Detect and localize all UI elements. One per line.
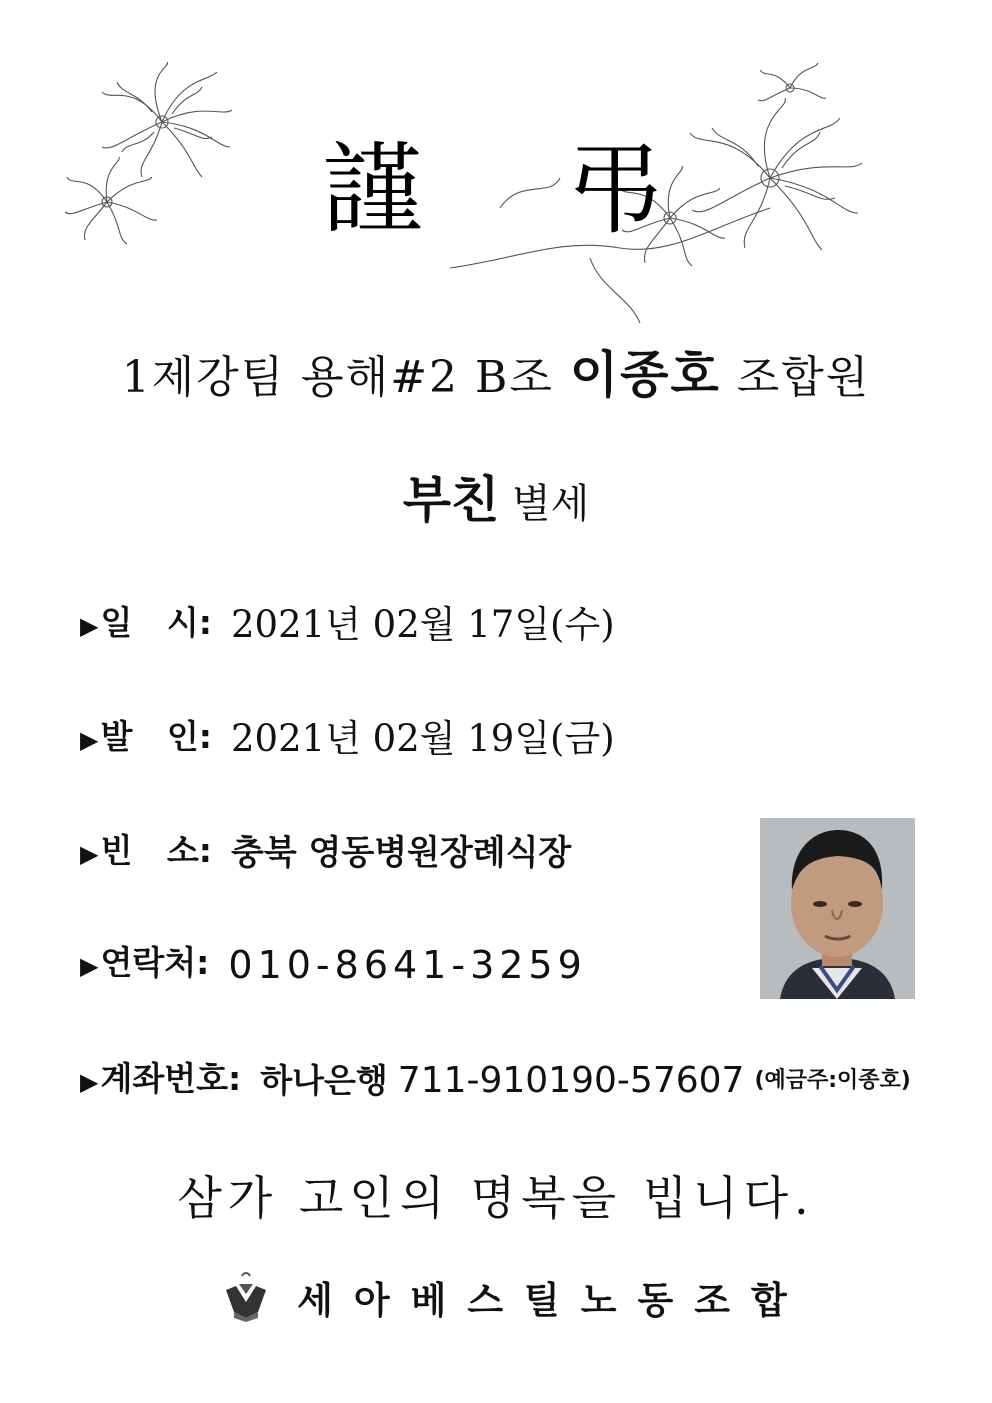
title-character-1: 謹 bbox=[322, 131, 422, 248]
chrysanthemum-left-decoration bbox=[62, 62, 252, 247]
place-label: ▶빈 소: bbox=[80, 831, 212, 870]
account-holder: (예금주:이종호) bbox=[754, 1067, 911, 1093]
burial-value: 2021년 02월 19일(금) bbox=[230, 716, 615, 760]
relation-word: 부친 bbox=[402, 471, 500, 529]
bullet-triangle-icon: ▶ bbox=[80, 726, 99, 754]
title-character-2: 弔 bbox=[565, 131, 665, 248]
account-row bbox=[80, 1054, 911, 1104]
relation-line bbox=[0, 470, 992, 534]
union-name: 세아베스틸노동조합 bbox=[297, 1279, 808, 1322]
account-value bbox=[260, 1055, 744, 1106]
date-row bbox=[80, 598, 615, 648]
burial-row bbox=[80, 712, 615, 762]
account-bank: 하나은행 bbox=[260, 1061, 388, 1100]
portrait-illustration bbox=[760, 818, 915, 999]
member-title: 조합원 bbox=[736, 352, 871, 403]
bullet-triangle-icon: ▶ bbox=[80, 612, 99, 640]
burial-label: ▶발 인: bbox=[80, 717, 212, 756]
event-word: 별세 bbox=[512, 481, 590, 527]
member-photo bbox=[760, 818, 915, 999]
bullet-triangle-icon: ▶ bbox=[80, 1068, 99, 1096]
account-label: ▶계좌번호: bbox=[80, 1059, 242, 1098]
union-logo-icon bbox=[222, 1272, 270, 1322]
date-value: 2021년 02월 17일(수) bbox=[230, 602, 615, 646]
contact-label: ▶연락처: bbox=[80, 943, 210, 982]
member-line bbox=[0, 345, 992, 408]
member-name: 이종호 bbox=[569, 346, 721, 404]
condolence-message: 삼가 고인의 명복을 빕니다. bbox=[177, 1171, 815, 1225]
contact-row bbox=[80, 938, 587, 988]
chrysanthemum-right-decoration bbox=[440, 58, 920, 338]
contact-value: 010-8641-3259 bbox=[228, 942, 587, 987]
account-number: 711-910190-57607 bbox=[397, 1060, 745, 1101]
union-footer bbox=[222, 1270, 808, 1326]
place-value: 충북 영동병원장례식장 bbox=[230, 832, 572, 873]
bullet-triangle-icon: ▶ bbox=[80, 952, 99, 980]
member-team: 1제강팀 용해#2 B조 bbox=[121, 352, 554, 403]
bullet-triangle-icon: ▶ bbox=[80, 840, 99, 868]
date-label: ▶일 시: bbox=[80, 603, 212, 642]
place-row bbox=[80, 826, 571, 876]
